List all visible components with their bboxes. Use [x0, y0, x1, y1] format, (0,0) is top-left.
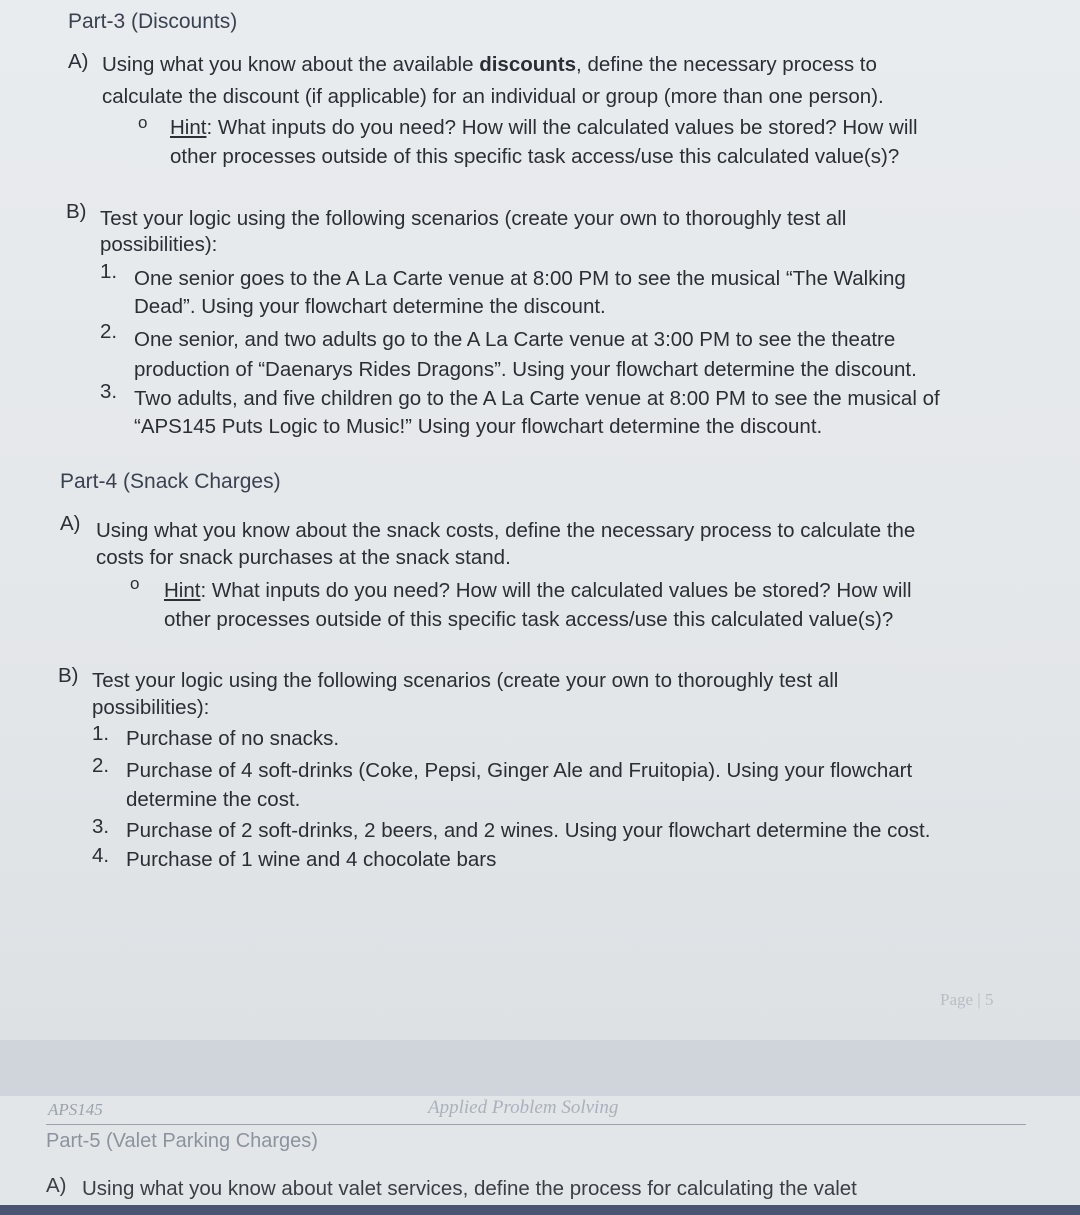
- part4-item1-line1: Purchase of no snacks.: [126, 727, 340, 750]
- part4-b-marker: B): [58, 664, 79, 687]
- taskbar-edge: [0, 1205, 1080, 1215]
- part4-item2-line2: determine the cost.: [126, 788, 301, 811]
- page-gap: [0, 1040, 1080, 1096]
- part3-a-post: , define the necessary process to: [576, 53, 877, 76]
- part3-hint-bullet: o: [138, 113, 148, 132]
- part3-item2-number: 2.: [100, 320, 118, 343]
- part4-item3-line1: Purchase of 2 soft-drinks, 2 beers, and 2 wines. Using your flowchart determine the cost.: [126, 819, 931, 842]
- part4-item2-number: 2.: [92, 754, 110, 777]
- part3-a-marker: A): [68, 50, 89, 73]
- part5-a-marker: A): [46, 1174, 67, 1197]
- part3-title: Part-3 (Discounts): [68, 10, 238, 33]
- part3-hint-line2: other processes outside of this specific task access/use this calculated value(s)?: [170, 145, 900, 168]
- part4-b-line2: possibilities):: [92, 696, 210, 719]
- part4-b-line1: Test your logic using the following scenarios (create your own to thoroughly test all: [92, 669, 839, 692]
- part4-a-line2: costs for snack purchases at the snack stand.: [96, 546, 511, 569]
- part4-item2-line1: Purchase of 4 soft-drinks (Coke, Pepsi, Ginger Ale and Fruitopia). Using your flowchart: [126, 759, 913, 782]
- part3-hint-line1: [170, 113, 918, 142]
- part3-a-bold: discounts: [479, 53, 577, 76]
- part5-a-line1: Using what you know about valet services, define the process for calculating the valet: [82, 1177, 857, 1200]
- part3-a-line1: [102, 50, 877, 79]
- part4-hint-label: Hint: [164, 579, 201, 602]
- part3-hint-text1: : What inputs do you need? How will the calculated values be stored? How will: [206, 116, 918, 139]
- part3-item2-line1: One senior, and two adults go to the A La Carte venue at 3:00 PM to see the theatre: [134, 328, 896, 351]
- part3-b-line2: possibilities):: [100, 233, 218, 256]
- part4-a-marker: A): [60, 512, 81, 535]
- part4-item1-number: 1.: [92, 722, 110, 745]
- part3-item1-line1: One senior goes to the A La Carte venue at 8:00 PM to see the musical “The Walking: [134, 267, 906, 290]
- part4-title: Part-4 (Snack Charges): [60, 470, 281, 493]
- part3-a-pre: Using what you know about the available: [102, 53, 480, 76]
- part4-item3-number: 3.: [92, 815, 110, 838]
- part4-item4-number: 4.: [92, 844, 110, 867]
- part4-hint-text1: : What inputs do you need? How will the calculated values be stored? How will: [200, 579, 912, 602]
- part3-item1-number: 1.: [100, 260, 118, 283]
- part4-hint-line2: other processes outside of this specific task access/use this calculated value(s)?: [164, 608, 894, 631]
- part4-hint-bullet: o: [130, 574, 140, 593]
- part4-a-line1: Using what you know about the snack costs, define the necessary process to calculate the: [96, 519, 916, 542]
- part4-hint-line1: [164, 576, 912, 605]
- part3-a-line2: calculate the discount (if applicable) for an individual or group (more than one person).: [102, 85, 884, 108]
- part3-hint-label: Hint: [170, 116, 207, 139]
- footer-course-code: APS145: [48, 1100, 103, 1119]
- footer-divider: [46, 1124, 1026, 1125]
- footer-course-name: Applied Problem Solving: [428, 1097, 619, 1118]
- part3-item2-line2: production of “Daenarys Rides Dragons”. Using your flowchart determine the discount.: [134, 358, 917, 381]
- part3-item3-line1: Two adults, and five children go to the A La Carte venue at 8:00 PM to see the musical of: [134, 387, 940, 410]
- page-number: Page | 5: [940, 990, 994, 1009]
- part3-b-line1: Test your logic using the following scenarios (create your own to thoroughly test all: [100, 207, 847, 230]
- part3-item3-line2: “APS145 Puts Logic to Music!” Using your flowchart determine the discount.: [134, 415, 823, 438]
- part4-item4-line1: Purchase of 1 wine and 4 chocolate bars: [126, 848, 497, 871]
- part3-item3-number: 3.: [100, 380, 118, 403]
- part5-title: Part-5 (Valet Parking Charges): [46, 1130, 318, 1152]
- part3-b-marker: B): [66, 200, 87, 223]
- part3-item1-line2: Dead”. Using your flowchart determine the discount.: [134, 295, 606, 318]
